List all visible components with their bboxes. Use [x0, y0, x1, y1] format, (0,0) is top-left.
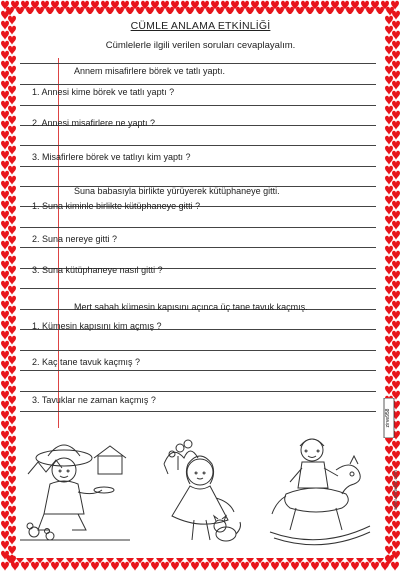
heart-icon	[1, 431, 9, 440]
page-title: CÜMLE ANLAMA ETKİNLİĞİ	[130, 20, 271, 32]
heart-icon	[8, 386, 16, 395]
heart-icon	[8, 86, 16, 95]
heart-icon	[1, 291, 9, 300]
question: 2. Kaç tane tavuk kaçmış ?	[32, 357, 141, 367]
heart-icon	[385, 116, 393, 125]
heart-icon	[1, 461, 9, 470]
heart-icon	[385, 446, 393, 455]
heart-icon	[385, 286, 393, 295]
heart-icon	[271, 562, 279, 571]
heart-icon	[385, 46, 393, 55]
heart-icon	[1, 21, 9, 30]
heart-icon	[41, 562, 49, 571]
heart-icon	[385, 336, 393, 345]
heart-icon	[291, 562, 299, 571]
heart-icon	[385, 176, 393, 185]
heart-icon	[1, 271, 9, 280]
heart-icon	[392, 531, 400, 540]
heart-icon	[81, 562, 89, 571]
heart-icon	[8, 426, 16, 435]
heart-icon	[392, 111, 400, 120]
heart-icon	[151, 562, 159, 571]
heart-icon	[1, 531, 9, 540]
heart-icon	[385, 126, 393, 135]
heart-icon	[392, 31, 400, 40]
rule-line	[20, 63, 376, 64]
heart-icon	[1, 521, 9, 530]
heart-icon	[392, 201, 400, 210]
heart-icon	[385, 366, 393, 375]
heart-icon	[371, 562, 379, 571]
heart-icon	[385, 316, 393, 325]
heart-icon	[385, 136, 393, 145]
heart-icon	[385, 66, 393, 75]
heart-icon	[8, 266, 16, 275]
heart-icon	[1, 471, 9, 480]
heart-icon	[385, 76, 393, 85]
heart-icon	[392, 71, 400, 80]
heart-icon	[392, 51, 400, 60]
heart-icon	[385, 306, 393, 315]
heart-icon	[21, 562, 29, 571]
heart-icon	[385, 246, 393, 255]
story-sentence: Annem misafirlere börek ve tatlı yaptı.	[74, 66, 226, 76]
heart-icon	[392, 241, 400, 250]
heart-icon	[385, 466, 393, 475]
question: 1. Annesi kime börek ve tatlı yaptı ?	[32, 87, 175, 97]
worksheet	[16, 14, 385, 558]
heart-icon	[392, 451, 400, 460]
heart-icon	[8, 496, 16, 505]
heart-icon	[392, 231, 400, 240]
heart-icon	[392, 261, 400, 270]
heart-icon	[1, 41, 9, 50]
heart-icon	[385, 186, 393, 195]
heart-icon	[71, 562, 79, 571]
heart-icon	[392, 91, 400, 100]
heart-icon	[51, 562, 59, 571]
heart-icon	[1, 381, 9, 390]
heart-icon	[1, 231, 9, 240]
heart-icon	[1, 341, 9, 350]
heart-icon	[1, 451, 9, 460]
heart-icon	[8, 446, 16, 455]
heart-icon	[385, 36, 393, 45]
heart-icon	[385, 146, 393, 155]
heart-icon	[1, 311, 9, 320]
boy-on-rocking-horse-illustration	[266, 434, 376, 550]
heart-icon	[385, 266, 393, 275]
heart-icon	[8, 56, 16, 65]
heart-icon	[211, 562, 219, 571]
heart-icon	[392, 461, 400, 470]
heart-icon	[385, 486, 393, 495]
heart-icon	[331, 562, 339, 571]
heart-icon	[392, 251, 400, 260]
heart-icon	[8, 196, 16, 205]
heart-icon	[385, 536, 393, 545]
rule-line	[20, 370, 376, 371]
rule-line	[20, 288, 376, 289]
girl-with-kitten-illustration	[154, 434, 244, 550]
heart-icon	[1, 91, 9, 100]
heart-icon	[385, 546, 393, 555]
heart-icon	[392, 151, 400, 160]
heart-icon	[1, 61, 9, 70]
heart-icon	[301, 562, 309, 571]
heart-icon	[385, 346, 393, 355]
heart-icon	[311, 562, 319, 571]
heart-icon	[8, 186, 16, 195]
heart-icon	[1, 71, 9, 80]
heart-icon	[91, 562, 99, 571]
heart-icon	[385, 526, 393, 535]
question: 3. Tavuklar ne zaman kaçmış ?	[32, 395, 156, 405]
heart-icon	[221, 562, 229, 571]
heart-icon	[385, 96, 393, 105]
heart-icon	[8, 536, 16, 545]
heart-icon	[392, 101, 400, 110]
question: 3. Misafirlere börek ve tatlıyı kim yaptı ?	[32, 152, 191, 162]
heart-icon	[392, 381, 400, 390]
heart-icon	[392, 541, 400, 550]
heart-icon	[392, 341, 400, 350]
heart-icon	[385, 166, 393, 175]
heart-icon	[385, 86, 393, 95]
heart-icon	[1, 171, 9, 180]
heart-icon	[392, 281, 400, 290]
site-stamp-logo	[383, 398, 395, 438]
heart-icon	[1, 511, 9, 520]
heart-icon	[392, 361, 400, 370]
heart-icon	[8, 326, 16, 335]
question: 2. Annesi misafirlere ne yaptı ?	[32, 118, 156, 128]
question: 2. Suna nereye gitti ?	[32, 234, 118, 244]
heart-icon	[1, 371, 9, 380]
heart-icon	[8, 436, 16, 445]
heart-icon	[8, 116, 16, 125]
heart-icon	[8, 46, 16, 55]
heart-icon	[1, 131, 9, 140]
heart-icon	[1, 281, 9, 290]
heart-icon	[392, 81, 400, 90]
heart-icon	[8, 306, 16, 315]
heart-icon	[341, 562, 349, 571]
heart-icon	[385, 56, 393, 65]
heart-icon	[1, 101, 9, 110]
heart-icon	[392, 11, 400, 20]
heart-icon	[8, 26, 16, 35]
heart-icon	[8, 226, 16, 235]
heart-icon	[1, 141, 9, 150]
rule-line	[20, 411, 376, 412]
rule-line	[20, 391, 376, 392]
heart-icon	[392, 191, 400, 200]
heart-icon	[8, 96, 16, 105]
heart-icon	[1, 251, 9, 260]
heart-icon	[361, 562, 369, 571]
heart-icon	[392, 141, 400, 150]
heart-icon	[8, 486, 16, 495]
heart-icon	[101, 562, 109, 571]
heart-icon	[8, 546, 16, 555]
heart-icon	[8, 296, 16, 305]
heart-icon	[8, 126, 16, 135]
story-sentence: Mert sabah kümesin kapısını açınca üç tane tavuk kaçmış.	[74, 302, 308, 312]
heart-icon	[385, 386, 393, 395]
heart-icon	[385, 216, 393, 225]
heart-icon	[385, 506, 393, 515]
svg-text:zirve958: zirve958	[385, 408, 391, 428]
heart-icon	[241, 562, 249, 571]
heart-icon	[392, 221, 400, 230]
heart-icon	[1, 501, 9, 510]
question: 1. Kümesin kapısını kim açmış ?	[32, 321, 162, 331]
heart-icon	[8, 276, 16, 285]
heart-icon	[392, 271, 400, 280]
rule-line	[20, 105, 376, 106]
heart-icon	[391, 562, 399, 571]
heart-icon	[131, 562, 139, 571]
ruled-area	[16, 14, 385, 434]
heart-icon	[1, 401, 9, 410]
heart-icon	[1, 411, 9, 420]
heart-icon	[171, 562, 179, 571]
heart-icon	[385, 376, 393, 385]
heart-icon	[8, 376, 16, 385]
heart-icon	[1, 351, 9, 360]
heart-icon	[251, 562, 259, 571]
heart-icon	[8, 146, 16, 155]
rule-line	[20, 227, 376, 228]
heart-icon	[392, 301, 400, 310]
heart-icon	[392, 61, 400, 70]
heart-icon	[1, 151, 9, 160]
heart-icon	[1, 181, 9, 190]
heart-icon	[385, 326, 393, 335]
question: 1. Suna kiminle birlikte kütüphaneye gitti ?	[32, 201, 201, 211]
heart-icon	[1, 481, 9, 490]
heart-icon	[1, 221, 9, 230]
heart-icon	[321, 562, 329, 571]
heart-icon	[385, 276, 393, 285]
heart-icon	[201, 562, 209, 571]
heart-icon	[31, 562, 39, 571]
rule-line	[20, 166, 376, 167]
heart-icon	[1, 331, 9, 340]
page-subtitle: Cümlelerle ilgili verilen soruları cevaplayalım.	[105, 40, 296, 51]
heart-icon	[1, 191, 9, 200]
heart-icon	[1, 51, 9, 60]
heart-icon	[111, 562, 119, 571]
heart-icon	[385, 206, 393, 215]
heart-icon	[1, 301, 9, 310]
site-watermark: www.evdebiz.com	[393, 470, 399, 511]
heart-icon	[8, 156, 16, 165]
heart-icon	[1, 441, 9, 450]
heart-icon	[8, 456, 16, 465]
heart-icon	[392, 311, 400, 320]
heart-icon	[385, 496, 393, 505]
heart-icon	[392, 211, 400, 220]
heart-icon	[392, 521, 400, 530]
heart-icon	[1, 321, 9, 330]
heart-icon	[385, 256, 393, 265]
heart-icon	[8, 406, 16, 415]
heart-icon	[8, 166, 16, 175]
heart-icon	[1, 81, 9, 90]
rule-line	[20, 84, 376, 85]
heart-icon	[8, 346, 16, 355]
heart-icon	[8, 476, 16, 485]
heart-icon	[1, 31, 9, 40]
heart-icon	[8, 396, 16, 405]
heart-icon	[141, 562, 149, 571]
heart-icon	[385, 456, 393, 465]
heart-icon	[8, 236, 16, 245]
heart-icon	[261, 562, 269, 571]
heart-icon	[1, 261, 9, 270]
heart-icon	[8, 176, 16, 185]
story-sentence: Suna babasıyla birlikte yürüyerek kütüphaneye gitti.	[74, 186, 280, 196]
heart-icon	[8, 136, 16, 145]
rule-line	[20, 350, 376, 351]
heart-icon	[1, 211, 9, 220]
heart-icon	[61, 562, 69, 571]
heart-icon	[8, 106, 16, 115]
heart-icon	[385, 476, 393, 485]
heart-icon	[1, 391, 9, 400]
heart-icon	[1, 161, 9, 170]
heart-icon	[385, 226, 393, 235]
heart-icon	[121, 562, 129, 571]
heart-icon	[392, 321, 400, 330]
heart-icon	[1, 361, 9, 370]
heart-icon	[392, 351, 400, 360]
heart-icon	[385, 296, 393, 305]
heart-icon	[8, 416, 16, 425]
heart-icon	[392, 41, 400, 50]
heart-icon	[8, 516, 16, 525]
heart-icon	[351, 562, 359, 571]
heart-icon	[392, 441, 400, 450]
heart-icon	[8, 66, 16, 75]
heart-icon	[231, 562, 239, 571]
heart-icon	[8, 356, 16, 365]
heart-icon	[385, 16, 393, 25]
heart-icon	[392, 131, 400, 140]
heart-icon	[392, 21, 400, 30]
heart-icon	[1, 491, 9, 500]
heart-icon	[8, 76, 16, 85]
heart-icon	[392, 181, 400, 190]
heart-icon	[161, 562, 169, 571]
heart-icon	[281, 562, 289, 571]
heart-icon	[1, 241, 9, 250]
heart-icon	[1, 111, 9, 120]
heart-icon	[381, 562, 389, 571]
heart-icon	[8, 286, 16, 295]
heart-icon	[392, 371, 400, 380]
heart-icon	[8, 16, 16, 25]
heart-icon	[8, 466, 16, 475]
heart-icon	[8, 246, 16, 255]
rule-line	[20, 145, 376, 146]
heart-icon	[392, 511, 400, 520]
heart-icon	[8, 206, 16, 215]
heart-icon	[8, 36, 16, 45]
heart-icon	[8, 216, 16, 225]
heart-icon	[1, 201, 9, 210]
heart-icon	[1, 541, 9, 550]
heart-icon	[385, 356, 393, 365]
heart-icon	[8, 316, 16, 325]
heart-icon	[1, 421, 9, 430]
heart-icon	[392, 121, 400, 130]
heart-icon	[1, 562, 9, 571]
heart-icon	[392, 161, 400, 170]
question: 3. Suna kütüphaneye nasıl gitti ?	[32, 265, 163, 275]
heart-icon	[8, 336, 16, 345]
heart-icon	[392, 291, 400, 300]
heart-icon	[385, 196, 393, 205]
heart-icon	[385, 26, 393, 35]
heart-icon	[8, 506, 16, 515]
heart-icon	[392, 331, 400, 340]
heart-icon	[392, 171, 400, 180]
heart-icon	[385, 106, 393, 115]
heart-icon	[181, 562, 189, 571]
boy-feeding-chicks-illustration	[20, 434, 130, 544]
heart-icon	[8, 366, 16, 375]
heart-icon	[385, 156, 393, 165]
heart-icon	[385, 516, 393, 525]
heart-icon	[191, 562, 199, 571]
rule-line	[20, 247, 376, 248]
heart-icon	[385, 236, 393, 245]
heart-icon	[8, 526, 16, 535]
heart-icon	[1, 121, 9, 130]
heart-icon	[8, 256, 16, 265]
